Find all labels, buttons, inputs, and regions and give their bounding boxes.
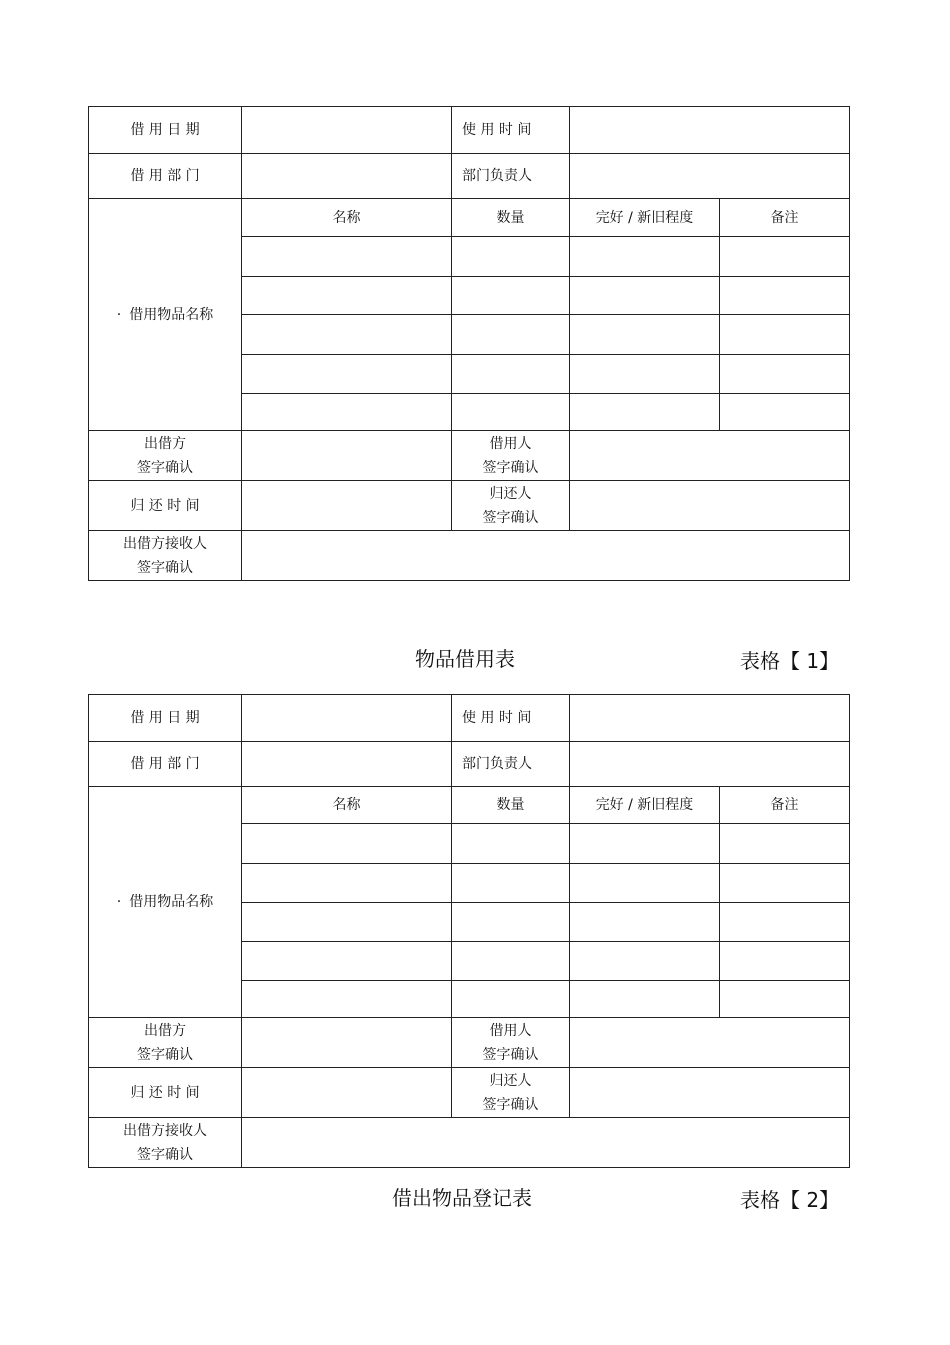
item-qty-cell[interactable] bbox=[452, 864, 570, 903]
item-qty-cell[interactable] bbox=[452, 942, 570, 981]
returner-line1: 归还人 bbox=[489, 485, 532, 502]
item-name-cell[interactable] bbox=[242, 942, 452, 981]
borrow-form-table-2 bbox=[88, 694, 850, 1168]
col-remark-header: 备注 bbox=[720, 199, 850, 237]
col-qty-header: 数量 bbox=[452, 787, 570, 824]
borrow-dept-label: 借 用 部 门 bbox=[89, 154, 242, 199]
item-name-cell[interactable] bbox=[242, 237, 452, 277]
lender-sign-label bbox=[89, 1018, 242, 1068]
item-name-cell[interactable] bbox=[242, 981, 452, 1018]
return-time-label: 归 还 时 间 bbox=[89, 1068, 242, 1118]
dept-head-field[interactable] bbox=[570, 154, 850, 199]
item-condition-cell[interactable] bbox=[570, 394, 720, 431]
use-time-label: 使 用 时 间 bbox=[452, 107, 570, 154]
item-condition-cell[interactable] bbox=[570, 277, 720, 315]
borrow-date-label: 借 用 日 期 bbox=[89, 107, 242, 154]
form2-title: 借出物品登记表 bbox=[392, 1186, 532, 1210]
borrow-date-field[interactable] bbox=[242, 695, 452, 742]
items-label bbox=[89, 787, 242, 1018]
item-condition-cell[interactable] bbox=[570, 355, 720, 394]
receiver-sign-label bbox=[89, 531, 242, 581]
lender-sign-label bbox=[89, 431, 242, 481]
item-name-cell[interactable] bbox=[242, 277, 452, 315]
item-qty-cell[interactable] bbox=[452, 394, 570, 431]
dept-head-field[interactable] bbox=[570, 742, 850, 787]
lender-line2: 签字确认 bbox=[137, 459, 193, 476]
item-remark-cell[interactable] bbox=[720, 277, 850, 315]
lender-line1: 出借方 bbox=[144, 1022, 186, 1039]
returner-sign-label bbox=[452, 481, 570, 531]
items-label-text: 借用物品名称 bbox=[129, 894, 214, 910]
returner-line1: 归还人 bbox=[489, 1072, 532, 1089]
item-remark-cell[interactable] bbox=[720, 824, 850, 864]
receiver-line1: 出借方接收人 bbox=[123, 1122, 207, 1139]
item-remark-cell[interactable] bbox=[720, 237, 850, 277]
use-time-field[interactable] bbox=[570, 695, 850, 742]
item-condition-cell[interactable] bbox=[570, 903, 720, 942]
item-condition-cell[interactable] bbox=[570, 981, 720, 1018]
return-time-field[interactable] bbox=[242, 1068, 452, 1118]
item-qty-cell[interactable] bbox=[452, 981, 570, 1018]
receiver-line2: 签字确认 bbox=[137, 1146, 193, 1163]
borrower-sign-label bbox=[452, 1018, 570, 1068]
lender-sign-field[interactable] bbox=[242, 431, 452, 481]
item-condition-cell[interactable] bbox=[570, 237, 720, 277]
item-condition-cell[interactable] bbox=[570, 824, 720, 864]
returner-sign-field[interactable] bbox=[570, 1068, 850, 1118]
use-time-label: 使 用 时 间 bbox=[452, 695, 570, 742]
form1-tag: 表格【 1】 bbox=[740, 649, 840, 673]
returner-sign-field[interactable] bbox=[570, 481, 850, 531]
item-name-cell[interactable] bbox=[242, 355, 452, 394]
lender-line1: 出借方 bbox=[144, 435, 186, 452]
item-remark-cell[interactable] bbox=[720, 864, 850, 903]
return-time-label: 归 还 时 间 bbox=[89, 481, 242, 531]
lender-sign-field[interactable] bbox=[242, 1018, 452, 1068]
borrow-dept-label: 借 用 部 门 bbox=[89, 742, 242, 787]
item-name-cell[interactable] bbox=[242, 864, 452, 903]
borrow-date-label: 借 用 日 期 bbox=[89, 695, 242, 742]
item-qty-cell[interactable] bbox=[452, 903, 570, 942]
form2-tag: 表格【 2】 bbox=[740, 1188, 840, 1212]
borrower-line2: 签字确认 bbox=[482, 1046, 539, 1063]
use-time-field[interactable] bbox=[570, 107, 850, 154]
item-name-cell[interactable] bbox=[242, 903, 452, 942]
lender-line2: 签字确认 bbox=[137, 1046, 193, 1063]
dept-head-label: 部门负责人 bbox=[452, 154, 570, 199]
item-name-cell[interactable] bbox=[242, 824, 452, 864]
item-condition-cell[interactable] bbox=[570, 864, 720, 903]
item-remark-cell[interactable] bbox=[720, 315, 850, 355]
dept-head-label: 部门负责人 bbox=[452, 742, 570, 787]
item-name-cell[interactable] bbox=[242, 394, 452, 431]
item-remark-cell[interactable] bbox=[720, 394, 850, 431]
returner-line2: 签字确认 bbox=[482, 1096, 539, 1113]
return-time-field[interactable] bbox=[242, 481, 452, 531]
item-remark-cell[interactable] bbox=[720, 942, 850, 981]
col-qty-header: 数量 bbox=[452, 199, 570, 237]
form1-title: 物品借用表 bbox=[415, 647, 515, 671]
item-qty-cell[interactable] bbox=[452, 315, 570, 355]
item-remark-cell[interactable] bbox=[720, 981, 850, 1018]
item-condition-cell[interactable] bbox=[570, 942, 720, 981]
items-label bbox=[89, 199, 242, 431]
borrower-line2: 签字确认 bbox=[482, 459, 539, 476]
borrow-date-field[interactable] bbox=[242, 107, 452, 154]
col-remark-header: 备注 bbox=[720, 787, 850, 824]
bullet-dot: · bbox=[116, 894, 122, 910]
borrower-sign-label bbox=[452, 431, 570, 481]
item-condition-cell[interactable] bbox=[570, 315, 720, 355]
bullet-dot: · bbox=[116, 306, 122, 323]
col-name-header: 名称 bbox=[242, 787, 452, 824]
borrower-line1: 借用人 bbox=[489, 1022, 532, 1039]
borrow-dept-field[interactable] bbox=[242, 154, 452, 199]
borrow-form-table-1 bbox=[88, 106, 850, 581]
item-qty-cell[interactable] bbox=[452, 277, 570, 315]
item-name-cell[interactable] bbox=[242, 315, 452, 355]
receiver-sign-field[interactable] bbox=[242, 1118, 850, 1168]
item-qty-cell[interactable] bbox=[452, 355, 570, 394]
col-condition-header: 完好 / 新旧程度 bbox=[570, 787, 720, 824]
col-condition-header: 完好 / 新旧程度 bbox=[570, 199, 720, 237]
item-qty-cell[interactable] bbox=[452, 237, 570, 277]
borrower-sign-field[interactable] bbox=[570, 431, 850, 481]
borrow-dept-field[interactable] bbox=[242, 742, 452, 787]
item-qty-cell[interactable] bbox=[452, 824, 570, 864]
items-label-text: 借用物品名称 bbox=[129, 306, 214, 323]
receiver-line2: 签字确认 bbox=[137, 559, 193, 576]
returner-sign-label bbox=[452, 1068, 570, 1118]
col-name-header: 名称 bbox=[242, 199, 452, 237]
returner-line2: 签字确认 bbox=[482, 509, 539, 526]
item-remark-cell[interactable] bbox=[720, 355, 850, 394]
receiver-line1: 出借方接收人 bbox=[123, 535, 207, 552]
borrower-line1: 借用人 bbox=[489, 435, 532, 452]
item-remark-cell[interactable] bbox=[720, 903, 850, 942]
borrower-sign-field[interactable] bbox=[570, 1018, 850, 1068]
receiver-sign-label bbox=[89, 1118, 242, 1168]
receiver-sign-field[interactable] bbox=[242, 531, 850, 581]
